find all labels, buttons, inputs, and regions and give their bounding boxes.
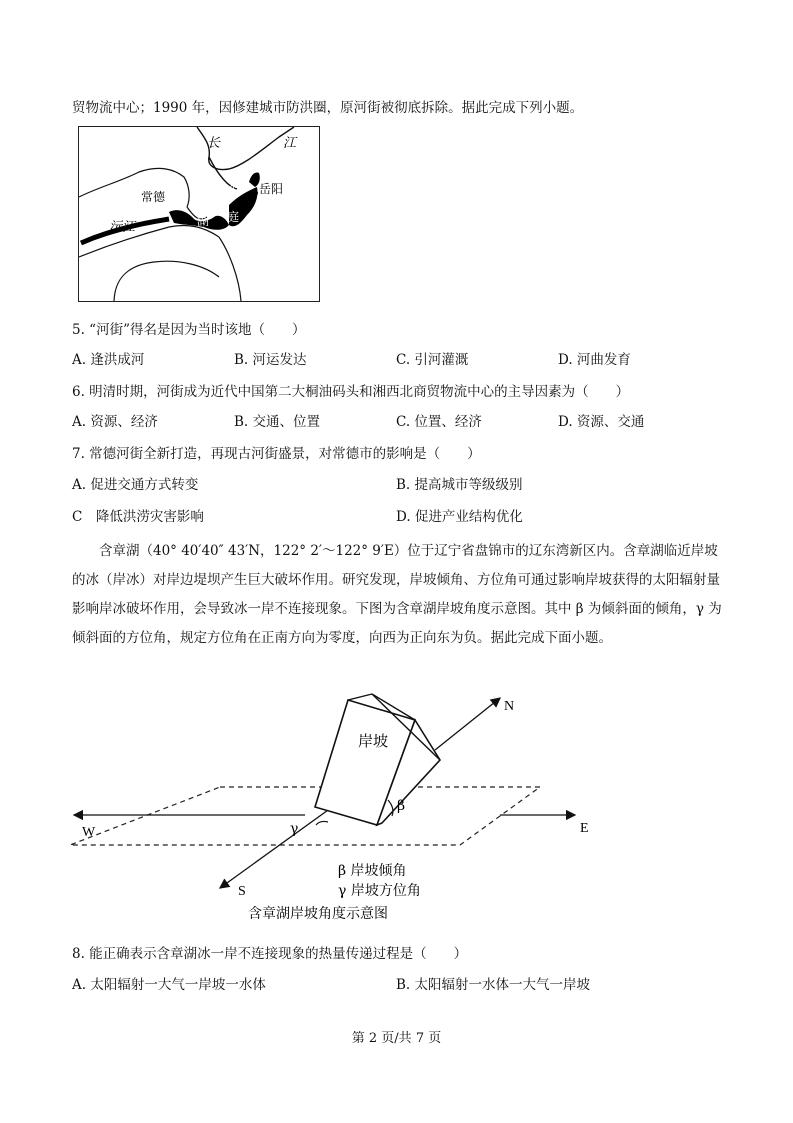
q7-stem: 7. 常德河街全新打造，再现古河街盛景，对常德市的影响是（ ） <box>72 446 481 462</box>
q8-option-a[interactable]: A. 太阳辐射一大气一岸坡一水体 <box>72 977 266 993</box>
gamma-label: γ <box>290 821 299 837</box>
q5-option-b[interactable]: B. 河运发达 <box>234 352 307 368</box>
map-label-yuanjiang: 沅江 <box>109 220 136 235</box>
q5-option-d[interactable]: D. 河曲发育 <box>558 352 631 368</box>
beta-label: β <box>397 798 406 814</box>
q6-option-b[interactable]: B. 交通、位置 <box>234 414 321 430</box>
map-label-dongting-2: 庭 <box>227 210 240 224</box>
q6-option-a[interactable]: A. 资源、经济 <box>72 414 158 430</box>
q7-option-c[interactable]: C 降低洪涝灾害影响 <box>72 509 204 525</box>
page-footer: 第 2 页/共 7 页 <box>351 1031 442 1046</box>
diagram-caption: 含章湖岸坡角度示意图 <box>248 906 388 922</box>
river-map <box>78 126 320 302</box>
south-label: S <box>238 884 246 899</box>
q5-option-c[interactable]: C. 引河灌溉 <box>396 352 469 368</box>
map-label-chang: 长 <box>207 136 221 151</box>
legend-gamma: γ 岸坡方位角 <box>338 883 421 899</box>
map-label-changde: 常德 <box>141 190 166 204</box>
q6-stem: 6. 明清时期，河街成为近代中国第二大桐油码头和湘西北商贸物流中心的主导因素为（ ） <box>72 384 630 400</box>
legend-beta: β 岸坡倾角 <box>338 863 407 879</box>
map-label-dongting-1: 洞 <box>229 178 242 192</box>
q7-option-d[interactable]: D. 促进产业结构优化 <box>396 509 523 525</box>
slope-diagram-svg <box>70 670 610 930</box>
map-label-yueyang: 岳阳 <box>259 182 284 196</box>
map-label-dongting-3: 湖 <box>197 214 210 228</box>
q5-stem: 5. “河街”得名是因为当时该地（ ） <box>72 322 306 338</box>
passage-hanzhang-lake: 含章湖（40° 40′40″ 43′N，122° 2′～122° 9′E）位于辽宁省盘锦市的辽东湾新区内。含章湖临近岸坡的冰（岸冰）对岸边堤坝产生巨大破坏作用。研究发现，岸坡倾角、方位角可通过影响岸坡获得的太阳辐射量影响岸冰破坏作用，会导致冰一岸不连接现象。下图为含章湖岸坡角度示意图。其中 β 为倾斜面的倾角，γ 为倾斜面的方位角，规定方位角在正南方向为零度，向西为正向东为负。据此完成下面小题。 <box>72 543 722 646</box>
slope-label: 岸坡 <box>358 732 389 750</box>
slope-angle-diagram <box>70 670 610 934</box>
q8-stem: 8. 能正确表示含章湖冰一岸不连接现象的热量传递过程是（ ） <box>72 946 468 962</box>
q7-option-a[interactable]: A. 促进交通方式转变 <box>72 477 199 493</box>
east-label: E <box>580 821 589 836</box>
intro-text: 贸物流中心；1990 年，因修建城市防洪圈，原河街被彻底拆除。据此完成下列小题。 <box>72 100 584 116</box>
q8-option-b[interactable]: B. 太阳辐射一水体一大气一岸坡 <box>396 977 591 993</box>
west-label: W <box>82 825 96 840</box>
map-label-jiang: 江 <box>283 136 297 151</box>
q7-option-b[interactable]: B. 提高城市等级级别 <box>396 477 523 493</box>
q6-option-c[interactable]: C. 位置、经济 <box>396 414 482 430</box>
q6-option-d[interactable]: D. 资源、交通 <box>558 414 645 430</box>
north-label: N <box>504 699 515 714</box>
q5-option-a[interactable]: A. 逢洪成河 <box>72 352 145 368</box>
map-drawing <box>79 127 319 301</box>
